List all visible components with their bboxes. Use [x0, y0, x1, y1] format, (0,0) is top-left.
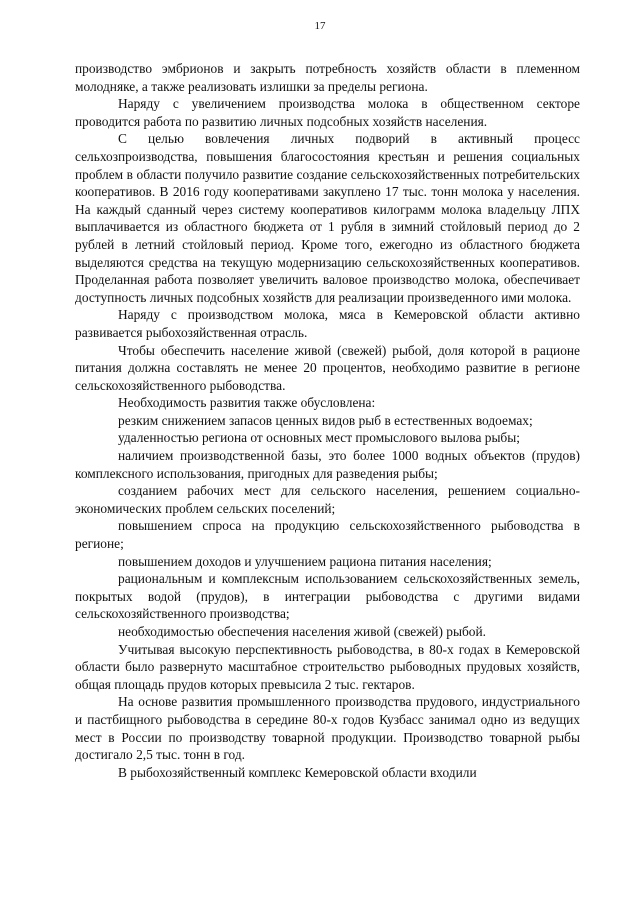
- list-item: повышением доходов и улучшением рациона питания населения;: [118, 553, 492, 569]
- list-item: рациональным и комплексным использованием сельскохозяйственных земель, покрытых водой (прудов), в интеграции рыбоводства с другими видами сельскохозяйственного производства;: [75, 571, 580, 622]
- document-body: [75, 60, 580, 781]
- paragraph-continuation: производство эмбрионов и закрыть потребность хозяйств области в племенном молодняке, а также реализовать излишки за пределы региона.: [75, 61, 580, 94]
- paragraph: Наряду с производством молока, мяса в Кемеровской области активно развивается рыбохозяйственная отрасль.: [75, 307, 580, 340]
- list-item: необходимостью обеспечения населения живой (свежей) рыбой.: [118, 624, 486, 639]
- paragraph: Учитывая высокую перспективность рыбоводства, в 80-х годах в Кемеровской области было развернуто масштабное строительство рыбоводных прудовых хозяйств, общая площадь прудов которых превысила 2 тыс. гектаров.: [75, 641, 580, 692]
- paragraph: Чтобы обеспечить население живой (свежей) рыбой, доля которой в рационе питания должна составлять не менее 20 процентов, необходимо развитие в регионе сельскохозяйственного рыбоводства.: [75, 342, 580, 393]
- paragraph: В рыбохозяйственный комплекс Кемеровской области входили: [118, 764, 477, 780]
- list-item: резким снижением запасов ценных видов рыб в естественных водоемах;: [118, 412, 533, 428]
- list-item: повышением спроса на продукцию сельскохозяйственного рыбоводства в регионе;: [75, 518, 580, 552]
- list-item: удаленностью региона от основных мест промыслового вылова рыбы;: [118, 430, 520, 446]
- paragraph: Наряду с увеличением производства молока в общественном секторе проводится работа по развитию личных подсобных хозяйств населения.: [75, 96, 580, 129]
- list-item: созданием рабочих мест для сельского населения, решением социально-экономических проблем сельских поселений;: [75, 483, 580, 516]
- paragraph: С целью вовлечения личных подворий в активный процесс сельхозпроизводства, повышения благосостояния крестьян и решения социальных проблем в области получило развитие создание сельскохозяйственных потребительских кооперативов. В 2016 году кооперативами закуплено 17 тыс. тонн молока у населения. На каждый сданный через систему кооперативов килограмм молока владельцу ЛПХ выплачивается из областного бюджета от 1 рубля в зимний стойловый период до 2 рублей в летний стойловый период. Кроме того, ежегодно из областного бюджета выделяются средства на текущую модернизацию сельскохозяйственных кооперативов. Проделанная работа позволяет увеличить валовое производство молока, обеспечивает доступность личных подсобных хозяйств для реализации произведенного ими молока.: [75, 131, 580, 305]
- list-item: наличием производственной базы, это более 1000 водных объектов (прудов) комплексного использования, пригодных для разведения рыбы;: [75, 448, 580, 481]
- page-number: 17: [314, 20, 326, 32]
- paragraph: На основе развития промышленного производства прудового, индустриального и пастбищного рыбоводства в середине 80-х годов Кузбасс занимал одно из ведущих мест в России по производству товарной продукции. Производство товарной рыбы достигало 2,5 тыс. тонн в год.: [75, 694, 580, 763]
- paragraph: Необходимость развития также обусловлена:: [118, 395, 376, 411]
